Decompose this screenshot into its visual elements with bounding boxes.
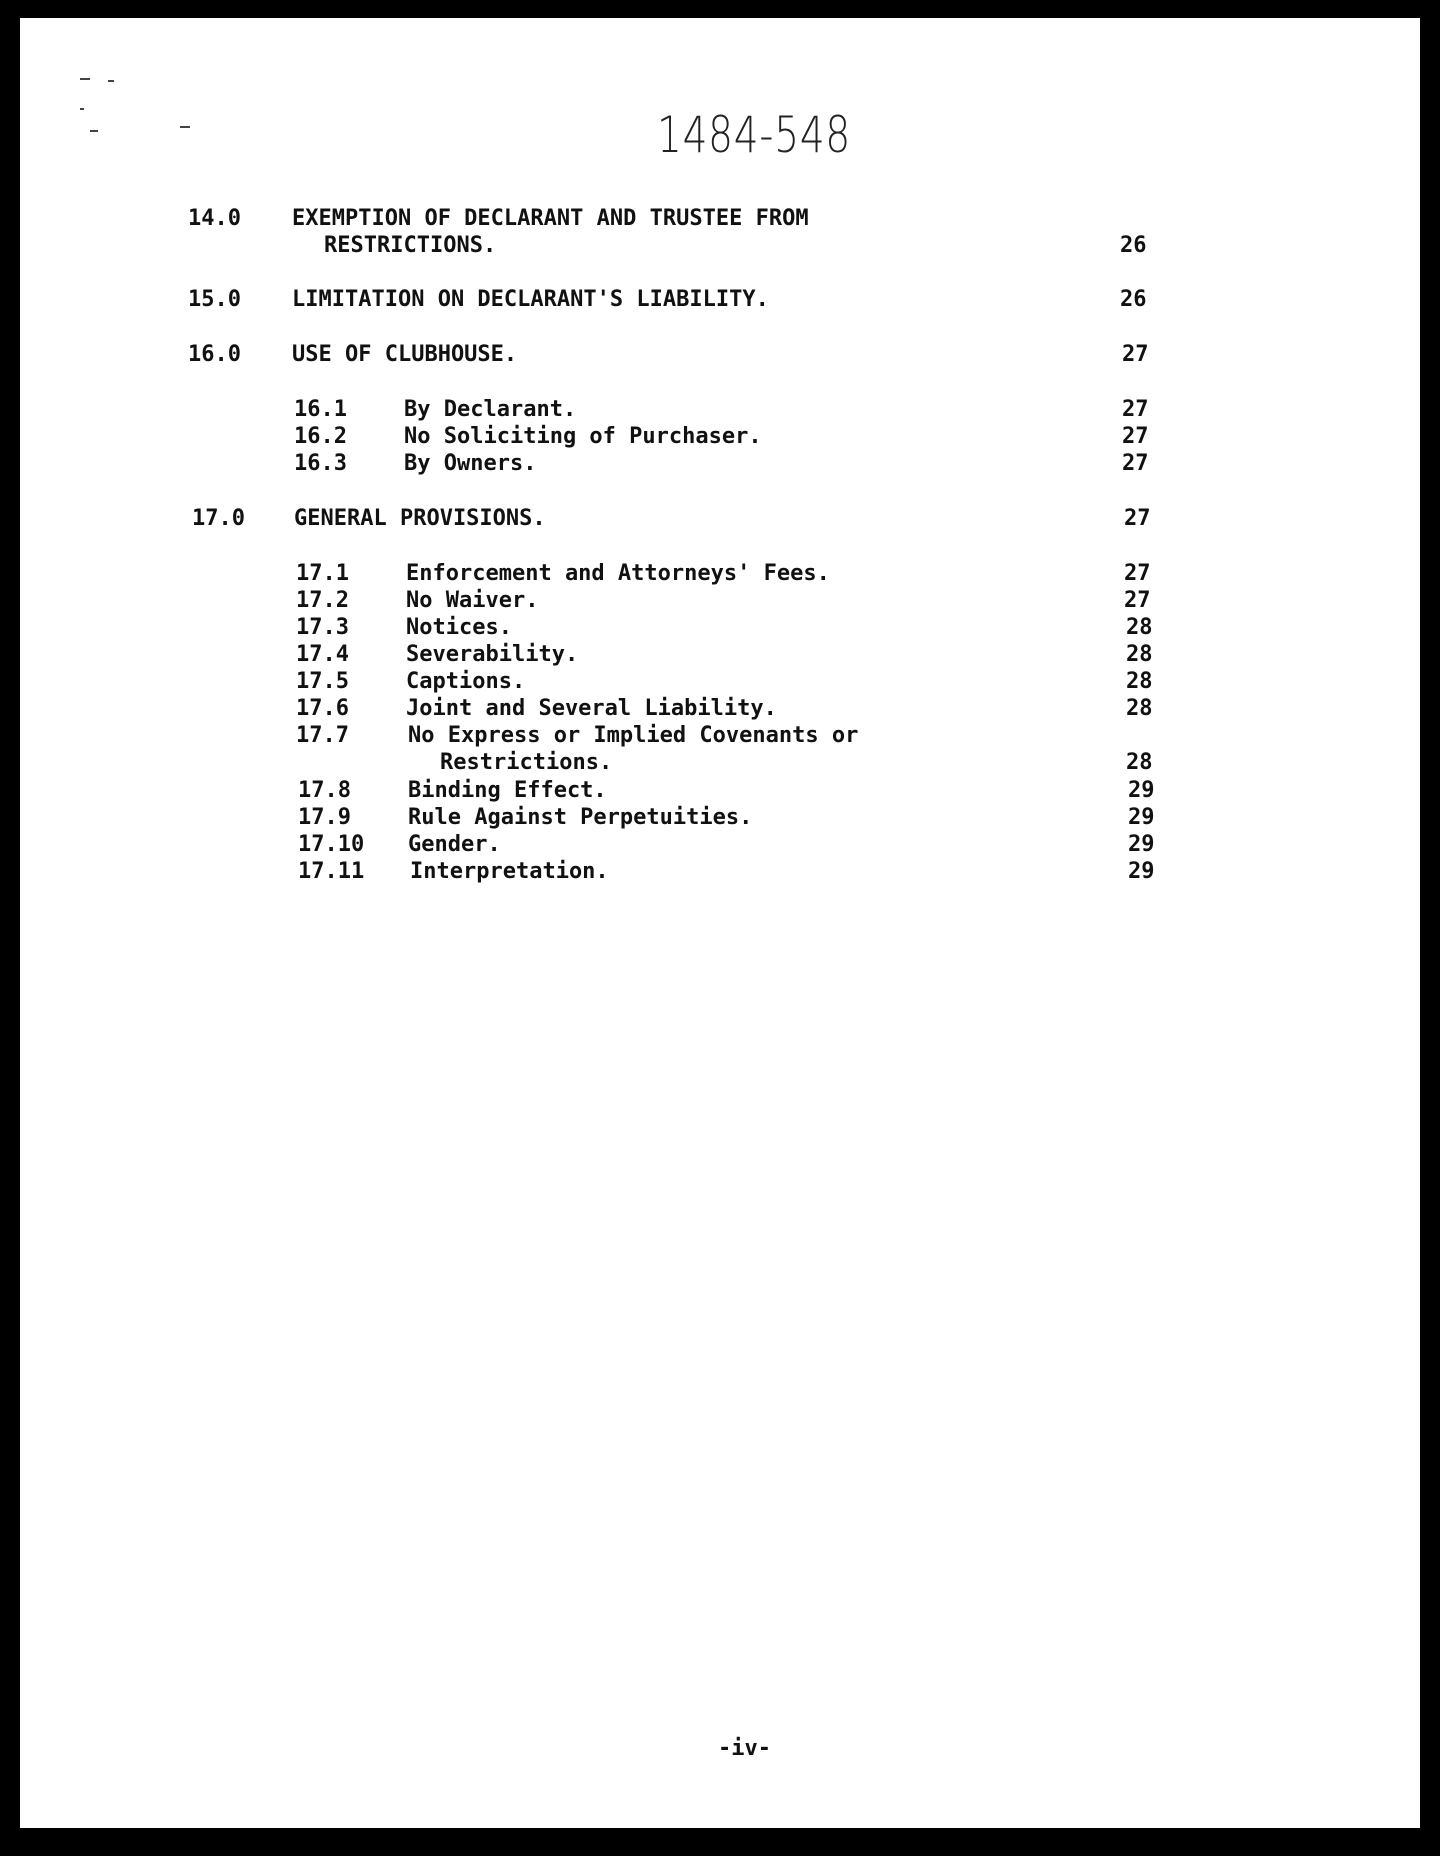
toc-entry-number: 17.2 [296, 588, 349, 613]
toc-entry-title: No Express or Implied Covenants or [408, 723, 859, 748]
toc-entry-page: 28 [1126, 615, 1153, 640]
toc-entry-page: 27 [1122, 342, 1149, 367]
toc-entry-title-continued: RESTRICTIONS. [324, 233, 497, 258]
toc-entry-title: USE OF CLUBHOUSE. [292, 342, 518, 367]
toc-entry-number: 16.0 [188, 342, 241, 367]
scan-speck [90, 130, 98, 132]
toc-entry-page: 29 [1128, 832, 1155, 857]
toc-entry-number: 16.2 [294, 424, 347, 449]
toc-entry-number: 17.8 [298, 778, 351, 803]
toc-entry-title: LIMITATION ON DECLARANT'S LIABILITY. [292, 287, 769, 312]
page-footer: -iv- [718, 1736, 771, 1761]
toc-entry-title: Captions. [406, 669, 526, 694]
toc-entry-title: By Owners. [404, 451, 537, 476]
toc-entry-title: No Soliciting of Purchaser. [404, 424, 762, 449]
toc-entry-number: 17.7 [296, 723, 349, 748]
toc-entry-page: 29 [1128, 859, 1155, 884]
document-page [20, 18, 1420, 1828]
toc-entry-number: 17.9 [298, 805, 351, 830]
toc-entry-title: Joint and Several Liability. [406, 696, 777, 721]
toc-entry-page: 29 [1128, 805, 1155, 830]
toc-entry-title: Notices. [406, 615, 512, 640]
scan-speck [80, 78, 90, 80]
toc-entry-title: No Waiver. [406, 588, 539, 613]
toc-entry-number: 16.3 [294, 451, 347, 476]
toc-entry-page: 27 [1124, 588, 1151, 613]
toc-entry-number: 17.4 [296, 642, 349, 667]
toc-entry-title: Severability. [406, 642, 579, 667]
toc-entry-page: 27 [1124, 561, 1151, 586]
toc-entry-page: 28 [1126, 696, 1153, 721]
toc-entry-page: 27 [1122, 424, 1149, 449]
toc-entry-number: 17.11 [298, 859, 365, 884]
toc-entry-title: Gender. [408, 832, 501, 857]
toc-entry-title: GENERAL PROVISIONS. [294, 506, 546, 531]
toc-entry-title: Rule Against Perpetuities. [408, 805, 753, 830]
toc-entry-number: 17.3 [296, 615, 349, 640]
toc-entry-number: 17.6 [296, 696, 349, 721]
toc-entry-number: 17.0 [192, 506, 245, 531]
toc-entry-title: Interpretation. [410, 859, 609, 884]
toc-entry-page: 28 [1126, 750, 1153, 775]
toc-entry-number: 17.10 [298, 832, 365, 857]
toc-entry-number: 14.0 [188, 206, 241, 231]
toc-entry-page: 29 [1128, 778, 1155, 803]
toc-entry-page: 27 [1122, 397, 1149, 422]
toc-entry-page: 27 [1122, 451, 1149, 476]
toc-entry-title-continued: Restrictions. [440, 750, 613, 775]
toc-entry-number: 16.1 [294, 397, 347, 422]
toc-entry-title: By Declarant. [404, 397, 577, 422]
toc-entry-page: 28 [1126, 669, 1153, 694]
toc-entry-page: 28 [1126, 642, 1153, 667]
toc-entry-number: 15.0 [188, 287, 241, 312]
toc-entry-number: 17.5 [296, 669, 349, 694]
toc-entry-title: EXEMPTION OF DECLARANT AND TRUSTEE FROM [292, 206, 809, 231]
document-number: 1484-548 [657, 106, 852, 164]
toc-entry-page: 26 [1120, 233, 1147, 258]
toc-entry-title: Binding Effect. [408, 778, 607, 803]
scan-speck [108, 80, 114, 82]
toc-entry-number: 17.1 [296, 561, 349, 586]
toc-entry-title: Enforcement and Attorneys' Fees. [406, 561, 830, 586]
scan-speck [180, 126, 190, 128]
toc-entry-page: 27 [1124, 506, 1151, 531]
toc-entry-page: 26 [1120, 287, 1147, 312]
scan-speck [80, 108, 84, 110]
